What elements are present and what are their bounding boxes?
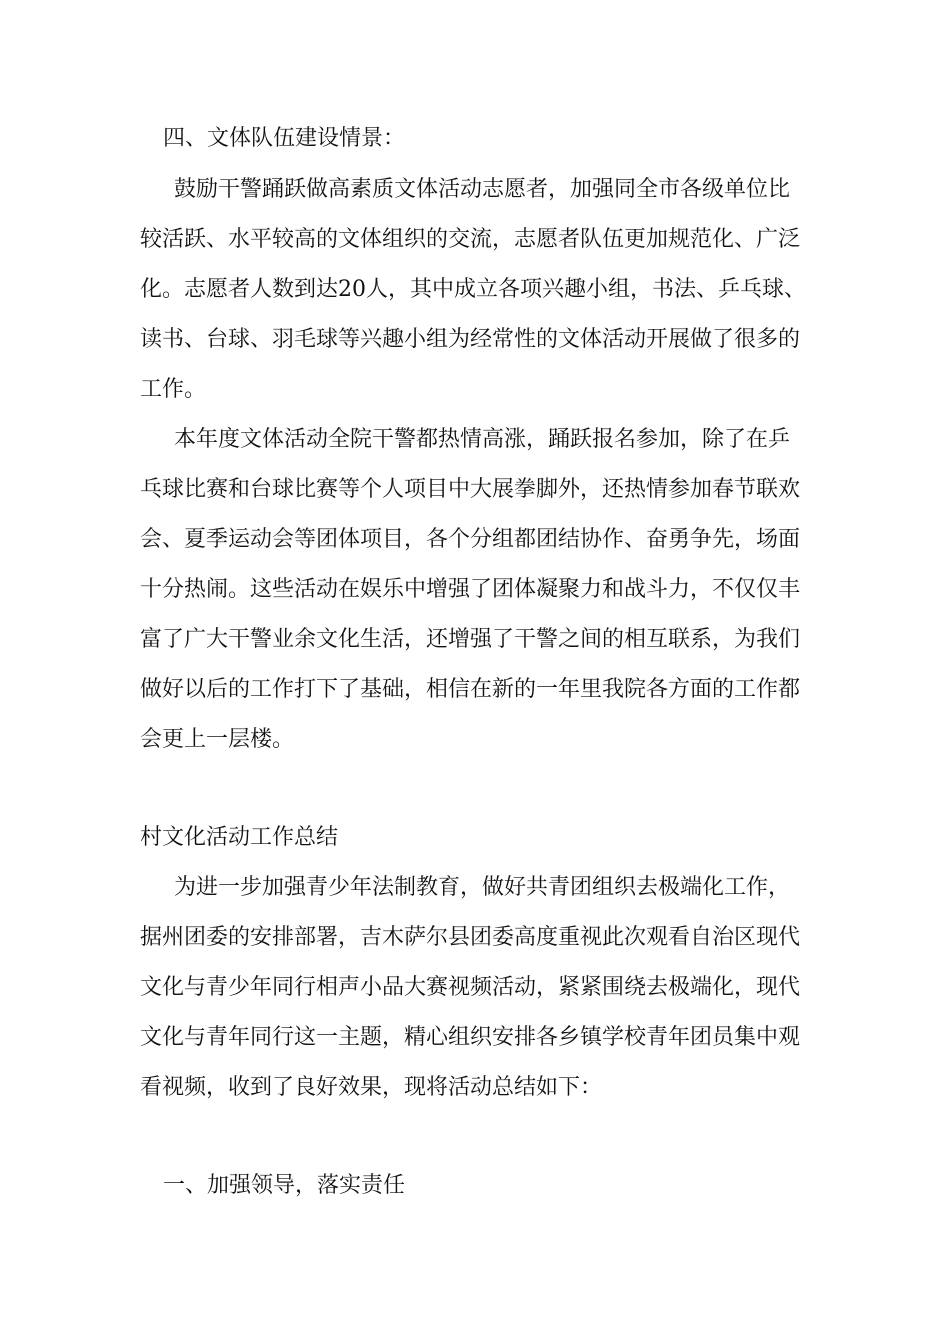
summary-para1-line: 为进一步加强青少年法制教育，做好共青团组织去极端化工作， [174,875,791,900]
summary-para1-line: 看视频，收到了良好效果，现将活动总结如下： [140,1075,603,1100]
section-4-para1-line: 读书、台球、羽毛球等兴趣小组为经常性的文体活动开展做了很多的 [140,327,801,352]
section-4-para1-line: 化。志愿者人数到达20人，其中成立各项兴趣小组，书法、乒乓球、 [140,277,806,302]
section-4-para1-line: 鼓励干警踊跃做高素质文体活动志愿者，加强同全市各级单位比 [174,177,791,202]
section-4-para2-line: 富了广大干警业余文化生活，还增强了干警之间的相互联系，为我们 [140,627,801,652]
section-4-para2-line: 做好以后的工作打下了基础，相信在新的一年里我院各方面的工作都 [140,677,801,702]
section-4-para2-line: 会、夏季运动会等团体项目，各个分组都团结协作、奋勇争先，场面 [140,527,801,552]
section-4-para2-line: 会更上一层楼。 [140,727,295,752]
section-4-para1-line: 较活跃、水平较高的文体组织的交流，志愿者队伍更加规范化、广泛 [140,227,801,252]
summary-para1-line: 文化与青年同行这一主题，精心组织安排各乡镇学校青年团员集中观 [140,1025,801,1050]
summary-title: 村文化活动工作总结 [140,825,339,850]
summary-para1-line: 文化与青少年同行相声小品大赛视频活动，紧紧围绕去极端化，现代 [140,975,801,1000]
section-4-heading: 四、文体队伍建设情景： [163,126,406,151]
section-4-para2-line: 乓球比赛和台球比赛等个人项目中大展拳脚外，还热情参加春节联欢 [140,477,801,502]
summary-para1-line: 据州团委的安排部署，吉木萨尔县团委高度重视此次观看自治区现代 [140,925,801,950]
section-4-para2-line: 本年度文体活动全院干警都热情高涨，踊跃报名参加，除了在乒 [174,427,791,452]
section-4-para2-line: 十分热闹。这些活动在娱乐中增强了团体凝聚力和战斗力，不仅仅丰 [140,577,801,602]
section-1-heading: 一、加强领导，落实责任 [163,1173,406,1198]
section-4-para1-line: 工作。 [140,377,207,402]
